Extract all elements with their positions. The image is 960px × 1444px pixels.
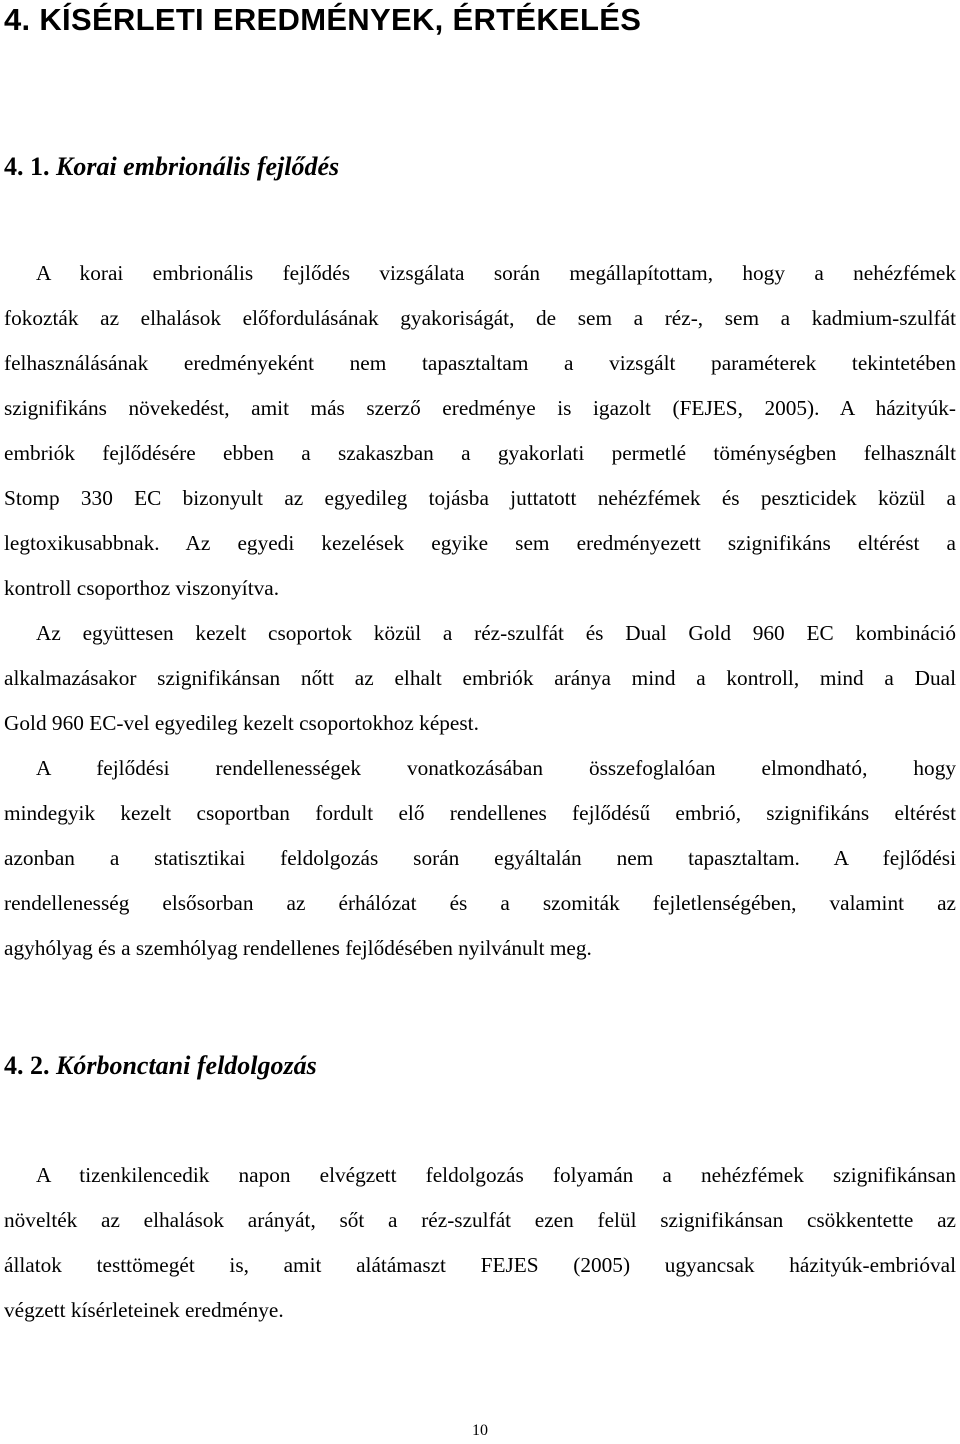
text-line: állatok testtömegét is, amit alátámaszt FEJES (2005) ugyancsak házityúk-embrióval — [4, 1253, 956, 1277]
text-line: agyhólyag és a szemhólyag rendellenes fejlődésében nyilvánult meg. — [4, 936, 592, 960]
text-line: felhasználásának eredményeként nem tapasztaltam a vizsgált paraméterek tekintetében — [4, 351, 956, 375]
text-line: fokozták az elhalások előfordulásának gyakoriságát, de sem a réz-, sem a kadmium-szulfát — [4, 306, 956, 330]
text-line: szignifikáns növekedést, amit más szerző eredménye is igazolt (FEJES, 2005). A házityúk- — [4, 396, 956, 420]
section-title: Kórbonctani feldolgozás — [56, 1051, 317, 1080]
page-number: 10 — [472, 1422, 488, 1439]
text-line: legtoxikusabbnak. Az egyedi kezelések egyike sem eredményezett szignifikáns eltérést a — [4, 531, 956, 555]
text-line: kontroll csoporthoz viszonyítva. — [4, 576, 280, 600]
section-number: 4. 2. — [4, 1051, 50, 1080]
section-4-1-body — [4, 251, 956, 971]
text-line: rendellenesség elsősorban az érhálózat és a szomiták fejletlenségében, valamint az — [4, 891, 956, 915]
text-line: azonban a statisztikai feldolgozás során egyáltalán nem tapasztaltam. A fejlődési — [4, 846, 956, 870]
chapter-title: 4. KÍSÉRLETI EREDMÉNYEK, ÉRTÉKELÉS — [4, 2, 642, 37]
text-line: A korai embrionális fejlődés vizsgálata során megállapítottam, hogy a nehézfémek — [36, 261, 956, 285]
text-line: Stomp 330 EC bizonyult az egyedileg tojásba juttatott nehézfémek és peszticidek közül a — [4, 486, 956, 510]
text-line: Gold 960 EC-vel egyedileg kezelt csoportokhoz képest. — [4, 711, 479, 735]
text-line: Az együttesen kezelt csoportok közül a réz-szulfát és Dual Gold 960 EC kombináció — [36, 621, 956, 645]
section-heading-4-2 — [4, 1049, 317, 1083]
section-heading-4-1 — [4, 150, 339, 184]
paragraph — [4, 611, 956, 746]
text-line: A fejlődési rendellenességek vonatkozásában összefoglalóan elmondható, hogy — [36, 756, 956, 780]
paragraph — [4, 251, 956, 611]
text-line: végzett kísérleteinek eredménye. — [4, 1298, 284, 1322]
paragraph — [4, 1153, 956, 1333]
section-number: 4. 1. — [4, 152, 50, 181]
text-line: alkalmazásakor szignifikánsan nőtt az elhalt embriók aránya mind a kontroll, mind a Dual — [4, 666, 956, 690]
text-line: A tizenkilencedik napon elvégzett feldolgozás folyamán a nehézfémek szignifikánsan — [36, 1163, 956, 1187]
text-line: embriók fejlődésére ebben a szakaszban a gyakorlati permetlé töménységben felhasznált — [4, 441, 956, 465]
text-line: mindegyik kezelt csoportban fordult elő rendellenes fejlődésű embrió, szignifikáns eltérést — [4, 801, 956, 825]
paragraph — [4, 746, 956, 971]
section-4-2-body — [4, 1153, 956, 1333]
section-title: Korai embrionális fejlődés — [56, 152, 340, 181]
text-line: növelték az elhalások arányát, sőt a réz-szulfát ezen felül szignifikánsan csökkentette az — [4, 1208, 956, 1232]
